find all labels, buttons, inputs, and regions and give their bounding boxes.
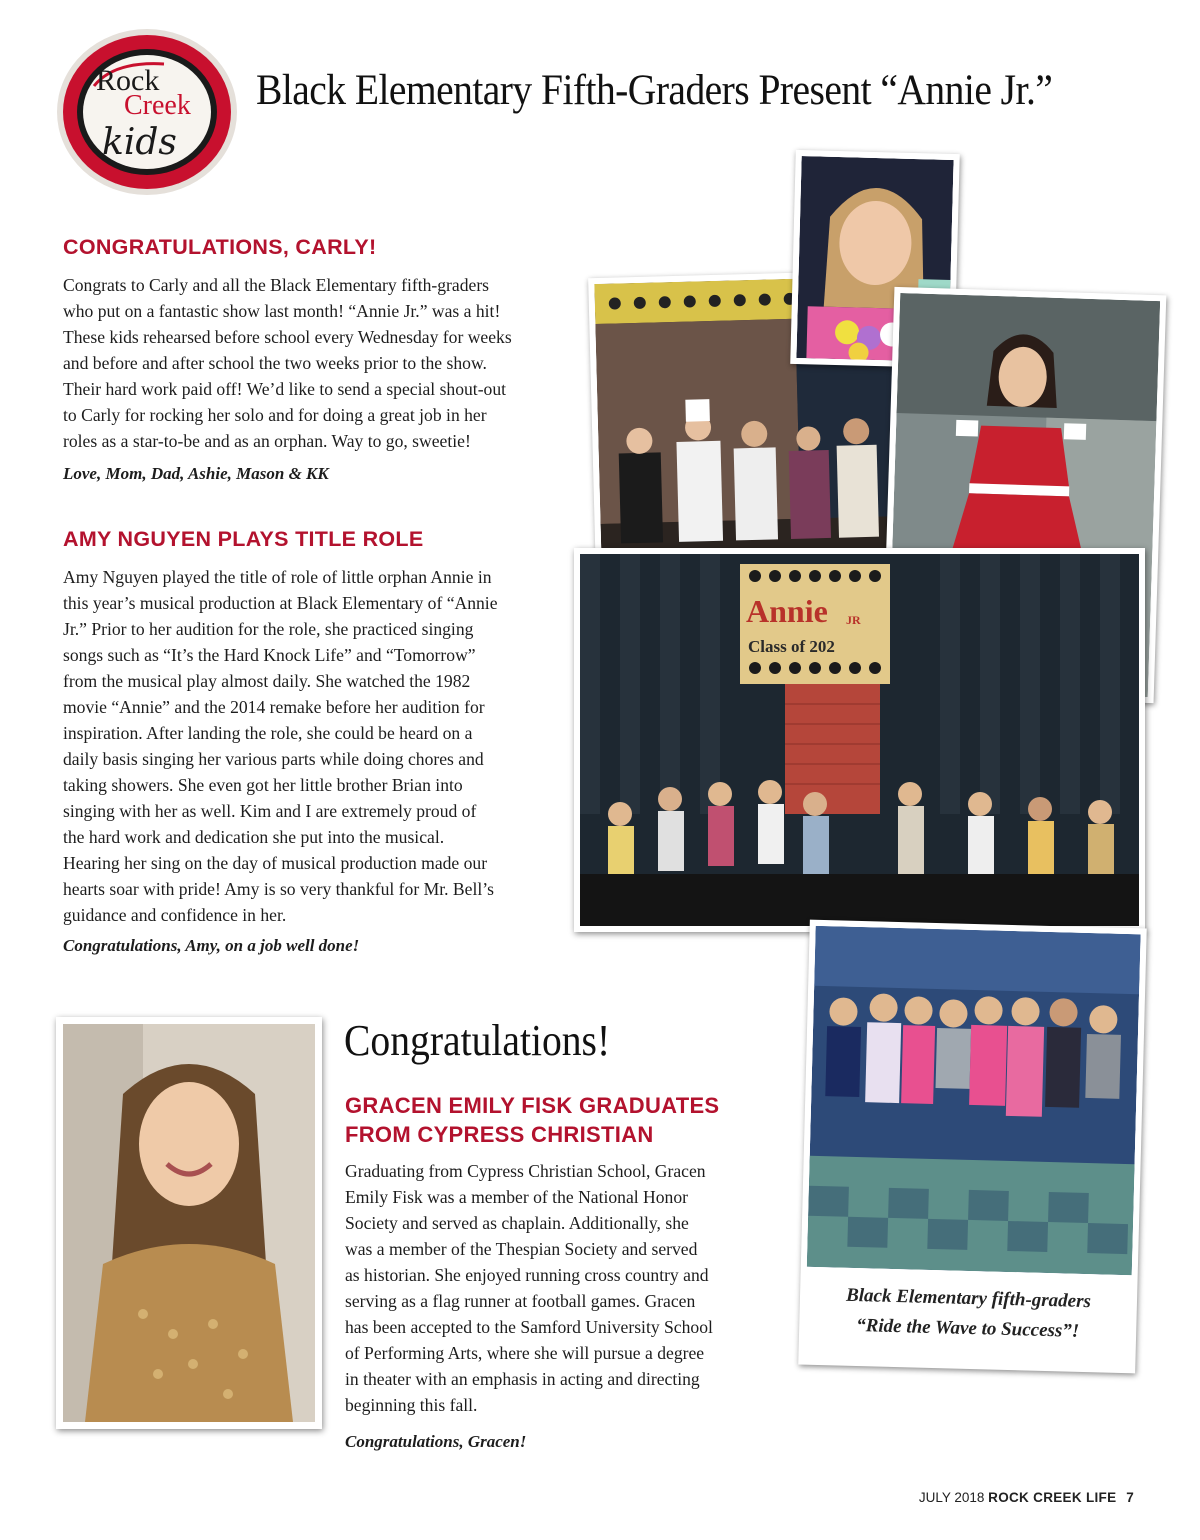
text-line: Congrats to Carly and all the Black Elementary fifth-graders [63,275,490,295]
text-line: was a member of the Thespian Society and served [345,1239,698,1259]
text-line: from the musical play almost daily. She watched the 1982 [63,671,471,691]
photo-fifth-graders-group [798,920,1147,1374]
amy-signoff: Congratulations, Amy, on a job well done! [63,936,360,955]
text-line: Their hard work paid off! We’d like to send a special shout-out [63,379,507,399]
text-line: the hard work and dedication she put into the musical. [63,827,445,847]
text-line: singing with her as well. Kim and I are extremely proud of [63,801,477,821]
text-line: guidance and confidence in her. [63,905,287,925]
amy-heading: AMY NGUYEN PLAYS TITLE ROLE [63,527,424,551]
text-line: beginning this fall. [345,1395,478,1415]
text-line: hearts soar with pride! Amy is so very thankful for Mr. Bell’s [63,879,494,899]
gracen-signoff: Congratulations, Gracen! [345,1432,527,1451]
stage-sign-jr: JR [846,613,861,627]
text-line: taking showers. She even got her little brother Brian into [63,775,463,795]
text-line: and before and after school the two weeks prior to the show. [63,353,487,373]
text-line: as historian. She enjoyed running cross country and [345,1265,709,1285]
text-line: who put on a fantastic show last month! “Annie Jr.” was a hit! [63,301,501,321]
text-line: this year’s musical production at Black Elementary of “Annie [63,593,498,613]
footer-magazine: ROCK CREEK LIFE [988,1490,1117,1505]
text-line: has been accepted to the Samford University School [345,1317,713,1337]
gracen-heading-line-1: GRACEN EMILY FISK GRADUATES [345,1093,720,1118]
gracen-article [345,1158,755,1418]
stage-sign-annie: Annie [746,593,828,629]
text-line: in theater with an emphasis in acting and directing [345,1369,700,1389]
text-line: Amy Nguyen played the title of role of little orphan Annie in [63,567,492,587]
page-footer [919,1490,1134,1505]
caption-line-1: Black Elementary fifth-graders [845,1284,1092,1313]
congratulations-heading: Congratulations! [344,1016,611,1065]
text-line: These kids rehearsed before school every Wednesday for weeks [63,327,512,347]
text-line: inspiration. After landing the role, she could be heard on a [63,723,473,743]
gracen-heading [345,1091,719,1149]
text-line: Society and served as chaplain. Additionally, she [345,1213,689,1233]
carly-signoff: Love, Mom, Dad, Ashie, Mason & KK [63,464,329,483]
logo-creek-text: Creek [124,90,191,121]
text-line: to Carly for rocking her solo and for doing a great job in her [63,405,487,425]
text-line: roles as a star-to-be and as an orphan. Way to go, sweetie! [63,431,471,451]
caption-line-2: “Ride the Wave to Success”! [855,1315,1080,1342]
text-line: Emily Fisk was a member of the National Honor [345,1187,689,1207]
rock-creek-kids-logo [54,26,240,198]
text-line: serving as a flag runner at football games. Gracen [345,1291,696,1311]
photo-annie-finale [574,548,1145,932]
text-line: of Performing Arts, where she will pursue a degree [345,1343,705,1363]
stage-sign-class: Class of 202 [748,637,835,656]
amy-article [63,564,543,928]
logo-rock-text: Rock [96,64,160,97]
photo-caption [799,1280,1137,1349]
text-line: songs such as “It’s the Hard Knock Life” and “Tomorrow” [63,645,476,665]
text-line: daily basis singing her various parts while doing chores and [63,749,484,769]
gracen-heading-line-2: FROM CYPRESS CHRISTIAN [345,1122,654,1147]
logo-kids-text: kids [102,122,177,163]
text-line: Hearing her sing on the day of musical production made our [63,853,488,873]
footer-date: JULY 2018 [918,1490,985,1505]
text-line: Graduating from Cypress Christian School, Gracen [345,1161,706,1181]
footer-page-number: 7 [1126,1490,1134,1505]
carly-article [63,272,563,454]
carly-heading: CONGRATULATIONS, CARLY! [63,235,377,259]
text-line: movie “Annie” and the 2014 remake before her audition for [63,697,485,717]
text-line: Jr.” Prior to her audition for the role, she practiced singing [63,619,474,639]
page-title: Black Elementary Fifth-Graders Present “Annie Jr.” [256,67,1053,114]
photo-gracen-portrait [56,1017,322,1429]
